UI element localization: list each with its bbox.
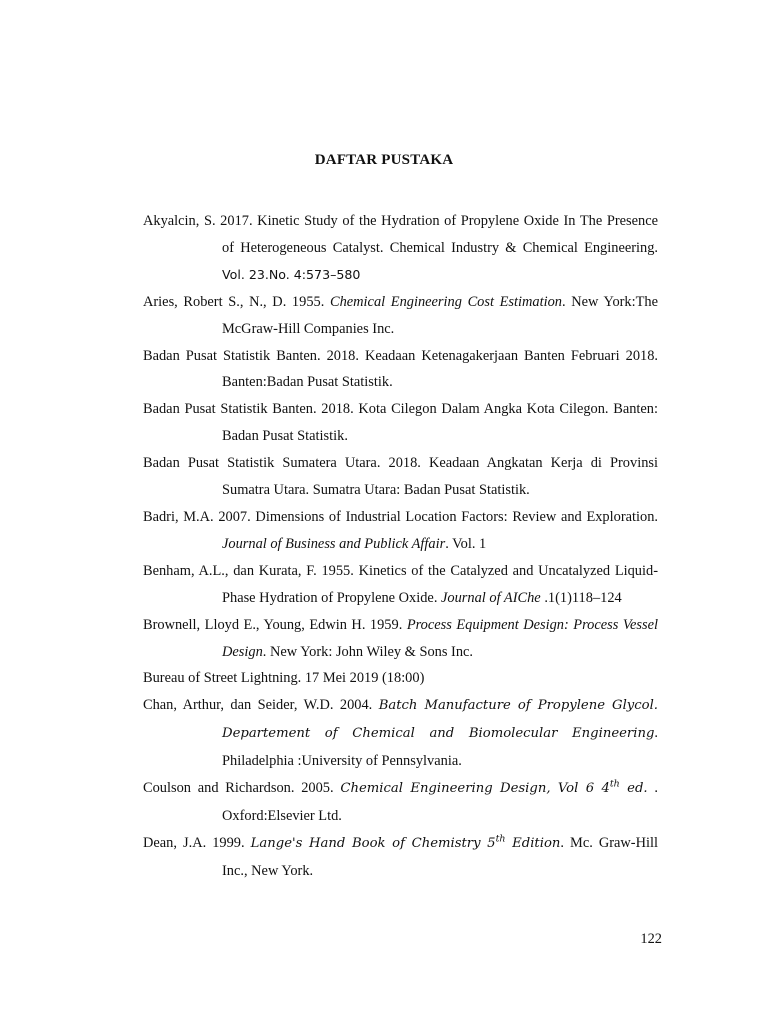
page-title: DAFTAR PUSTAKA xyxy=(314,152,454,168)
reference-text: Aries, Robert S., N., D. 1955. xyxy=(143,293,325,310)
reference-entry xyxy=(143,208,658,289)
reference-title: Batch Manufacture of Propylene Glycol. Departement of Chemical and Biomolecular Engineering xyxy=(222,698,658,742)
reference-entry xyxy=(143,289,658,343)
reference-text: .1(1)118–124 xyxy=(544,589,622,606)
reference-text: Badan Pusat Statistik Banten. 2018. Keadaan Ketenagakerjaan Banten Februari 2018. Banten:Badan Pusat Statistik. xyxy=(143,347,658,391)
reference-text: . Vol. 1 xyxy=(445,535,487,552)
reference-entry xyxy=(143,612,658,666)
reference-entry xyxy=(143,504,658,558)
reference-entry xyxy=(143,775,658,830)
reference-text: . Philadelphia :University of Pennsylvania. xyxy=(222,725,658,770)
reference-text: . Mc. Graw-Hill Inc., New York. xyxy=(222,834,658,879)
reference-text: . New York:The McGraw-Hill Companies Inc. xyxy=(222,293,658,337)
reference-title-text: Chemical Engineering Design, Vol 6 4 xyxy=(340,781,610,797)
reference-title: Chemical Engineering Cost Estimation xyxy=(329,293,562,310)
reference-text: . New York: John Wiley & Sons Inc. xyxy=(262,643,474,660)
reference-entry xyxy=(143,830,658,885)
reference-text: Badan Pusat Statistik Banten. 2018. Kota Cilegon Dalam Angka Kota Cilegon. Banten: Badan Pusat Statistik. xyxy=(143,401,658,445)
reference-title xyxy=(340,778,648,797)
reference-text: Akyalcin, S. 2017. Kinetic Study of the Hydration of Propylene Oxide In The Presence of Heterogeneous Catalyst. Chemical Industry & Chemical Engineering. xyxy=(143,213,658,256)
reference-title: Journal of AIChe xyxy=(441,589,541,606)
reference-entry xyxy=(143,343,658,397)
superscript: th xyxy=(609,778,620,790)
reference-text: Coulson and Richardson. 2005. xyxy=(143,780,334,797)
reference-volume: Vol. 23.No. 4:573–580 xyxy=(222,266,361,282)
reference-text: Brownell, Lloyd E., Young, Edwin H. 1959. xyxy=(143,616,403,633)
superscript: th xyxy=(495,833,506,845)
reference-text: . Oxford:Elsevier Ltd. xyxy=(222,780,658,824)
reference-title xyxy=(250,833,561,851)
reference-title-text: Lange's Hand Book of Chemistry 5 xyxy=(250,835,496,851)
reference-title-text: ed. xyxy=(619,781,648,797)
reference-text: Badan Pusat Statistik Sumatera Utara. 2018. Keadaan Angkatan Kerja di Provinsi Sumatra Utara. Sumatra Utara: Badan Pusat Statistik. xyxy=(143,455,658,499)
reference-entry xyxy=(143,692,658,775)
reference-text: Dean, J.A. 1999. xyxy=(143,834,245,851)
reference-list xyxy=(143,208,658,885)
reference-text: Chan, Arthur, dan Seider, W.D. 2004. xyxy=(143,697,373,714)
reference-entry xyxy=(143,558,658,612)
page-number: 122 xyxy=(640,931,662,947)
reference-text: Bureau of Street Lightning. 17 Mei 2019 (18:00) xyxy=(143,670,425,687)
reference-title: Process Equipment Design: Process Vessel Design xyxy=(222,616,658,660)
reference-text: Badri, M.A. 2007. Dimensions of Industrial Location Factors: Review and Exploration. xyxy=(143,508,658,525)
reference-title: Journal of Business and Publick Affair xyxy=(222,535,446,552)
reference-entry xyxy=(143,450,658,504)
reference-title-text: Edition xyxy=(505,835,561,851)
reference-entry xyxy=(143,665,658,692)
reference-entry xyxy=(143,396,658,450)
reference-text: Benham, A.L., dan Kurata, F. 1955. Kinetics of the Catalyzed and Uncatalyzed Liquid-Phase Hydration of Propylene Oxide. xyxy=(143,562,658,606)
